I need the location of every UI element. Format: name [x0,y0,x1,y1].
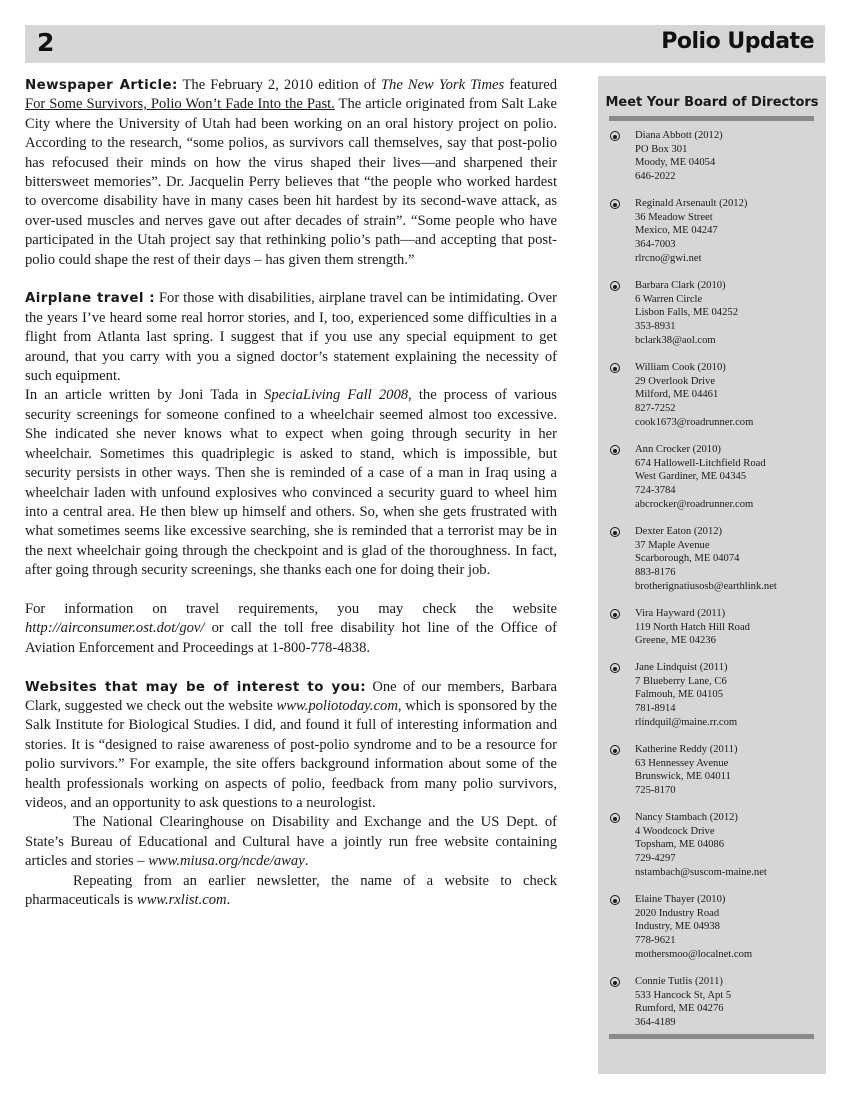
text-run: The article originated from Salt Lake City where the University of Utah had been working on an oral history project on polio. According to the research, “some polios, as survivors call themselves, say that post-polio has refocused their minds on how the virus shaped their lives—and sharpened their bittersweet memories”. Dr. Jacquelin Perry believes that “the people who worked hardest to overcome disability have in many cases been hit hardest by its second-wave attack, as over-used muscles and nerves gave out after decades of strain”. “Some people who have participated in the Utah project say that rethinking polio’s path—and accepting that post-polio could shape the rest of their days – has given them strength.” [25,96,557,268]
director-name: Elaine Thayer (2010) [635,894,726,905]
aviation-url[interactable]: http://airconsumer.ost.dot/gov/ [25,620,205,637]
text-run: Repeating from an earlier newsletter, the name of a website to check pharmaceuticals is [25,872,557,909]
director-name: Reginald Arsenault (2012) [635,198,748,209]
director-detail-line: 7 Blueberry Lane, C6 [635,675,727,687]
poliotoday-url[interactable]: www.poliotoday.com [276,697,398,714]
director-detail-line: Moody, ME 04054 [635,157,716,169]
director-detail-line: 6 Warren Circle [635,293,703,305]
director-details [635,975,820,1030]
director-details [635,279,820,348]
director-entry [610,743,820,798]
text-run: In an article written by Joni Tada in [25,387,265,404]
director-detail-line[interactable]: cook1673@roadrunner.com [635,416,754,428]
director-detail-line: 364-7003 [635,239,676,251]
circle-bullet-icon [610,813,620,823]
director-detail-line[interactable]: rlindquil@maine.rr.com [635,716,738,728]
director-name: Jane Lindquist (2011) [635,662,728,673]
sidebar-bottom-rule [609,1034,814,1039]
director-entry [610,607,820,648]
director-details [635,811,820,880]
director-details [635,525,820,594]
director-entry [610,129,820,184]
director-details [635,661,820,730]
director-detail-line[interactable]: nstambach@suscom-maine.net [635,866,767,878]
newspaper-name: The New York Times [380,77,505,93]
main-column [25,76,557,910]
magazine-title: SpeciaLiving Fall 2008 [264,387,409,404]
circle-bullet-icon [610,663,620,673]
director-entry [610,361,820,430]
director-details [635,743,820,798]
director-entry [610,975,820,1030]
text-run: One of our members, Barbara Clark, suggested we check out the website [25,678,557,714]
header-bar [25,25,825,63]
director-details [635,361,820,430]
section-heading-airplane: Airplane travel : [25,291,155,307]
director-detail-line[interactable]: abcrocker@roadrunner.com [635,498,754,510]
director-detail-line[interactable]: bclark38@aol.com [635,334,716,346]
text-run: , which is sponsored by the Salk Institute for Biological Studies. I did, and found it full of interesting information and stories. It is “designed to raise awareness of post-polio syndrome and to be a resource for polio survivors.” For example, the site offers background information about some of the health professionals working on aspects of polio, feedback from many polio survivors, videos, and an opportunity to ask questions to a neurologist. [25,697,557,811]
sidebar-title: Meet Your Board of Directors [605,95,819,110]
director-detail-line: Rumford, ME 04276 [635,1003,724,1015]
director-detail-line: 778-9621 [635,935,676,947]
director-entry [610,893,820,962]
airplane-travel-paragraph [25,289,557,386]
director-detail-line: 353-8931 [635,321,676,333]
director-detail-line: 827-7252 [635,403,676,415]
director-details [635,893,820,962]
director-detail-line: 729-4297 [635,853,676,865]
director-detail-line: 533 Hancock St, Apt 5 [635,989,732,1001]
director-detail-line: 119 North Hatch Hill Road [635,621,750,633]
director-detail-line: Lisbon Falls, ME 04252 [635,307,738,319]
director-detail-line: 36 Meadow Street [635,211,713,223]
text-run: featured [504,77,557,93]
text-run: , the process of various security screenings for someone confined to a wheelchair seemed almost too excessive. She indicated she never knows what to expect when going through security in her wheelchair. Sometimes this quadriplegic is asked to stand, which is impossible, but security persists in other ways. Then she is reminded of a case of a man in Iraq using a wheelchair laden with unfound explosives who convinced a security guard to wheel him into a central area. He then blew up himself and others. So, when she gets frustrated with what sometimes seems like excessive searching, she is reminded that a terrorist may be in the next wheelchair going through the checkpoint and is glad of the thoroughness. In fact, after going through security screenings, she thanks each one for doing their job. [25,387,557,579]
director-detail-line: Falmouh, ME 04105 [635,689,723,701]
circle-bullet-icon [610,609,620,619]
circle-bullet-icon [610,527,620,537]
circle-bullet-icon [610,131,620,141]
director-detail-line: 2020 Industry Road [635,907,720,919]
director-detail-line: 674 Hallowell-Litchfield Road [635,457,766,469]
joni-tada-paragraph [25,386,557,580]
clearinghouse-paragraph [25,813,557,871]
director-entry [610,197,820,266]
director-name: Katherine Reddy (2011) [635,744,738,755]
director-detail-line: 63 Hennessey Avenue [635,757,729,769]
travel-info-paragraph [25,600,557,658]
director-detail-line: 725-8170 [635,785,676,797]
text-run: The February 2, 2010 edition of [177,77,381,93]
text-run: For information on travel requirements, you may check the website [25,600,557,617]
circle-bullet-icon [610,281,620,291]
director-detail-line: 724-3784 [635,485,676,497]
circle-bullet-icon [610,445,620,455]
director-details [635,129,820,184]
director-detail-line: 646-2022 [635,171,676,183]
rxlist-paragraph [25,872,557,911]
director-entry [610,525,820,594]
circle-bullet-icon [610,199,620,209]
text-run: or call the toll free disability hot line of the Office of Aviation Enforcement and Proceedings at 1-800-778-4838. [25,620,557,656]
director-entry [610,811,820,880]
director-detail-line: Mexico, ME 04247 [635,225,718,237]
circle-bullet-icon [610,895,620,905]
sidebar-top-rule [609,116,814,121]
director-detail-line: Scarborough, ME 04074 [635,553,740,565]
director-detail-line: Milford, ME 04461 [635,389,719,401]
director-detail-line: 364-4189 [635,1017,676,1029]
miusa-url[interactable]: www.miusa.org/ncde/away [148,853,305,870]
director-detail-line: 4 Woodcock Drive [635,825,715,837]
director-detail-line[interactable]: rlrcno@gwi.net [635,252,702,264]
director-name: Vira Hayward (2011) [635,608,726,619]
director-detail-line[interactable]: brotherignatiusosb@earthlink.net [635,580,777,592]
circle-bullet-icon [610,745,620,755]
director-entry [610,443,820,512]
director-details [635,607,820,648]
director-name: Diana Abbott (2012) [635,130,723,141]
director-detail-line: PO Box 301 [635,143,688,155]
websites-paragraph [25,678,557,814]
page-number: 2 [37,28,55,57]
board-sidebar [598,76,826,1074]
director-entry [610,661,820,730]
director-name: Barbara Clark (2010) [635,280,726,291]
director-detail-line: Topsham, ME 04086 [635,839,725,851]
director-detail-line[interactable]: mothersmoo@localnet.com [635,948,753,960]
director-detail-line: 781-8914 [635,703,676,715]
director-name: Ann Crocker (2010) [635,444,721,455]
rxlist-url[interactable]: www.rxlist.com [136,892,227,909]
text-run: . [304,853,309,870]
director-details [635,197,820,266]
director-detail-line: West Gardiner, ME 04345 [635,471,747,483]
text-run: For those with disabilities, airplane travel can be intimidating. Over the years I’ve heard some real horror stories, and I, too, experienced some difficulties in a flight from Atlanta last spring. I suggest that if you use any special equipment to get around, that you carry with you a signed doctor’s statement explaining the necessity of such equipment. [25,290,557,385]
director-name: Nancy Stambach (2012) [635,812,738,823]
director-detail-line: Brunswick, ME 04011 [635,771,731,783]
director-entry [610,279,820,348]
director-detail-line: Greene, ME 04236 [635,635,716,647]
circle-bullet-icon [610,977,620,987]
director-details [635,443,820,512]
director-detail-line: 37 Maple Avenue [635,539,710,551]
section-heading-websites: Websites that may be of interest to you: [25,679,366,695]
section-heading-newspaper: Newspaper Article: [25,78,178,93]
director-detail-line: Industry, ME 04938 [635,921,720,933]
director-name: William Cook (2010) [635,362,726,373]
article-headline: For Some Survivors, Polio Won’t Fade Into the Past. [25,96,335,113]
director-detail-line: 883-8176 [635,567,676,579]
newspaper-article-paragraph [25,76,557,270]
newsletter-title: Polio Update [661,29,814,54]
director-name: Dexter Eaton (2012) [635,526,723,537]
circle-bullet-icon [610,363,620,373]
text-run: . [226,892,231,909]
director-name: Connie Tutlis (2011) [635,976,723,987]
text-run: The National Clearinghouse on Disability and Exchange and the US Dept. of State’s Bureau of Educational and Cultural have a jointly run free website containing articles and stories – [25,814,557,870]
director-detail-line: 29 Overlook Drive [635,375,716,387]
